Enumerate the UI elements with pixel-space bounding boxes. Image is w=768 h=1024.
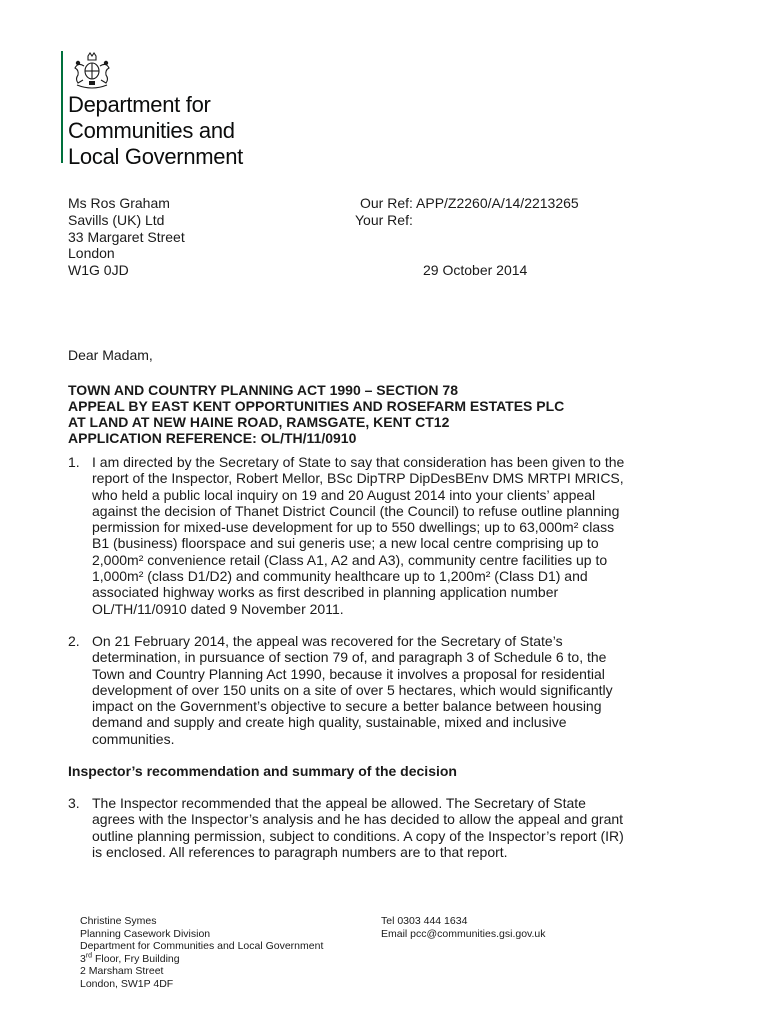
heading-line: AT LAND AT NEW HAINE ROAD, RAMSGATE, KENT CT12 xyxy=(68,414,450,430)
paragraph-line: 1,000m² (class D1/D2) and community healthcare up to 1,200m² (Class D1) and xyxy=(92,568,588,585)
paragraph-line: associated highway works as first described in planning application number xyxy=(92,584,559,601)
recipient-address xyxy=(68,195,185,279)
department-line: Department for xyxy=(68,92,211,117)
paragraph-number: 1. xyxy=(68,454,80,470)
paragraph-line: I am directed by the Secretary of State to say that consideration has been given to the xyxy=(92,454,625,470)
address-line: Ms Ros Graham xyxy=(68,195,170,211)
paragraph-line: agrees with the Inspector’s analysis and he has decided to allow the appeal and grant xyxy=(92,811,624,828)
paragraph-line: communities. xyxy=(92,730,175,747)
footer-dept: Department for Communities and Local Government xyxy=(80,940,324,953)
paragraph-line: 2,000m² convenience retail (Class A1, A2 and A3), community centre facilities up to xyxy=(92,551,608,568)
footer-name: Christine Symes xyxy=(80,915,157,927)
paragraph-line: outline planning permission, subject to conditions. A copy of the Inspector’s report (IR) xyxy=(92,827,624,844)
royal-crest-icon xyxy=(68,51,116,93)
paragraph-line: OL/TH/11/0910 dated 9 November 2011. xyxy=(92,600,344,617)
your-reference: Your Ref: xyxy=(355,212,413,228)
paragraph-line: B1 (business) floorspace and sui generis use; a new local centre comprising up to xyxy=(92,535,599,552)
section-subheading: Inspector’s recommendation and summary of the decision xyxy=(68,763,457,779)
paragraph-line: determination, in pursuance of section 79 of, and paragraph 3 of Schedule 6 to, the xyxy=(92,649,607,666)
paragraph-text xyxy=(92,795,690,860)
paragraph-line: permission for mixed-use development for up to 550 dwellings; up to 63,000m² class xyxy=(92,519,615,536)
footer-tel: Tel 0303 444 1634 xyxy=(381,915,468,927)
paragraph-number: 2. xyxy=(68,633,80,649)
department-line: Local Government xyxy=(68,144,243,169)
address-line: 33 Margaret Street xyxy=(68,228,185,245)
paragraph-line: On 21 February 2014, the appeal was recovered for the Secretary of State’s xyxy=(92,633,563,649)
address-line: Savills (UK) Ltd xyxy=(68,211,165,228)
paragraph-line: The Inspector recommended that the appeal be allowed. The Secretary of State xyxy=(92,795,586,811)
address-line: W1G 0JD xyxy=(68,262,129,279)
paragraph-line: impact on the Government’s objective to secure a better balance between housing xyxy=(92,698,602,715)
our-reference: Our Ref: APP/Z2260/A/14/2213265 xyxy=(360,195,579,211)
letter-headings xyxy=(68,382,564,446)
paragraph-text xyxy=(92,633,690,747)
paragraph-line: demand and supply and create high quality, sustainable, mixed and inclusive xyxy=(92,714,567,731)
footer-email[interactable]: Email pcc@communities.gsi.gov.uk xyxy=(381,927,546,940)
paragraph-2 xyxy=(68,633,690,747)
paragraph-line: who held a public local inquiry on 19 and 20 August 2014 into your clients’ appeal xyxy=(92,486,596,503)
brand-bar xyxy=(61,51,63,163)
paragraph-line: report of the Inspector, Robert Mellor, BSc DipTRP DipDesBEnv DMS MRTPI MRICS, xyxy=(92,470,624,487)
footer-address xyxy=(80,915,323,991)
heading-line: APPLICATION REFERENCE: OL/TH/11/0910 xyxy=(68,430,357,446)
paragraph-line: development of over 150 units on a site of over 5 hectares, which would significantly xyxy=(92,681,613,698)
letter-date: 29 October 2014 xyxy=(423,262,528,278)
address-line: London xyxy=(68,245,115,262)
footer-division: Planning Casework Division xyxy=(80,927,211,940)
paragraph-line: is enclosed. All references to paragraph numbers are to that report. xyxy=(92,843,508,860)
footer-street: 2 Marsham Street xyxy=(80,965,164,978)
footer-contact xyxy=(381,915,546,940)
paragraph-1 xyxy=(68,454,690,617)
paragraph-number: 3. xyxy=(68,795,80,811)
paragraph-line: Town and Country Planning Act 1990, because it involves a proposal for residential xyxy=(92,665,605,682)
paragraph-text xyxy=(92,454,690,617)
paragraph-line: against the decision of Thanet District Council (the Council) to refuse outline planning xyxy=(92,502,620,519)
salutation: Dear Madam, xyxy=(68,347,153,363)
paragraph-3 xyxy=(68,795,690,860)
department-line: Communities and xyxy=(68,118,235,143)
department-name xyxy=(68,92,243,170)
footer-floor: 3rd Floor, Fry Building xyxy=(80,952,180,965)
heading-line: TOWN AND COUNTRY PLANNING ACT 1990 – SECTION 78 xyxy=(68,382,458,398)
heading-line: APPEAL BY EAST KENT OPPORTUNITIES AND ROSEFARM ESTATES PLC xyxy=(68,398,565,414)
footer-city: London, SW1P 4DF xyxy=(80,977,174,990)
